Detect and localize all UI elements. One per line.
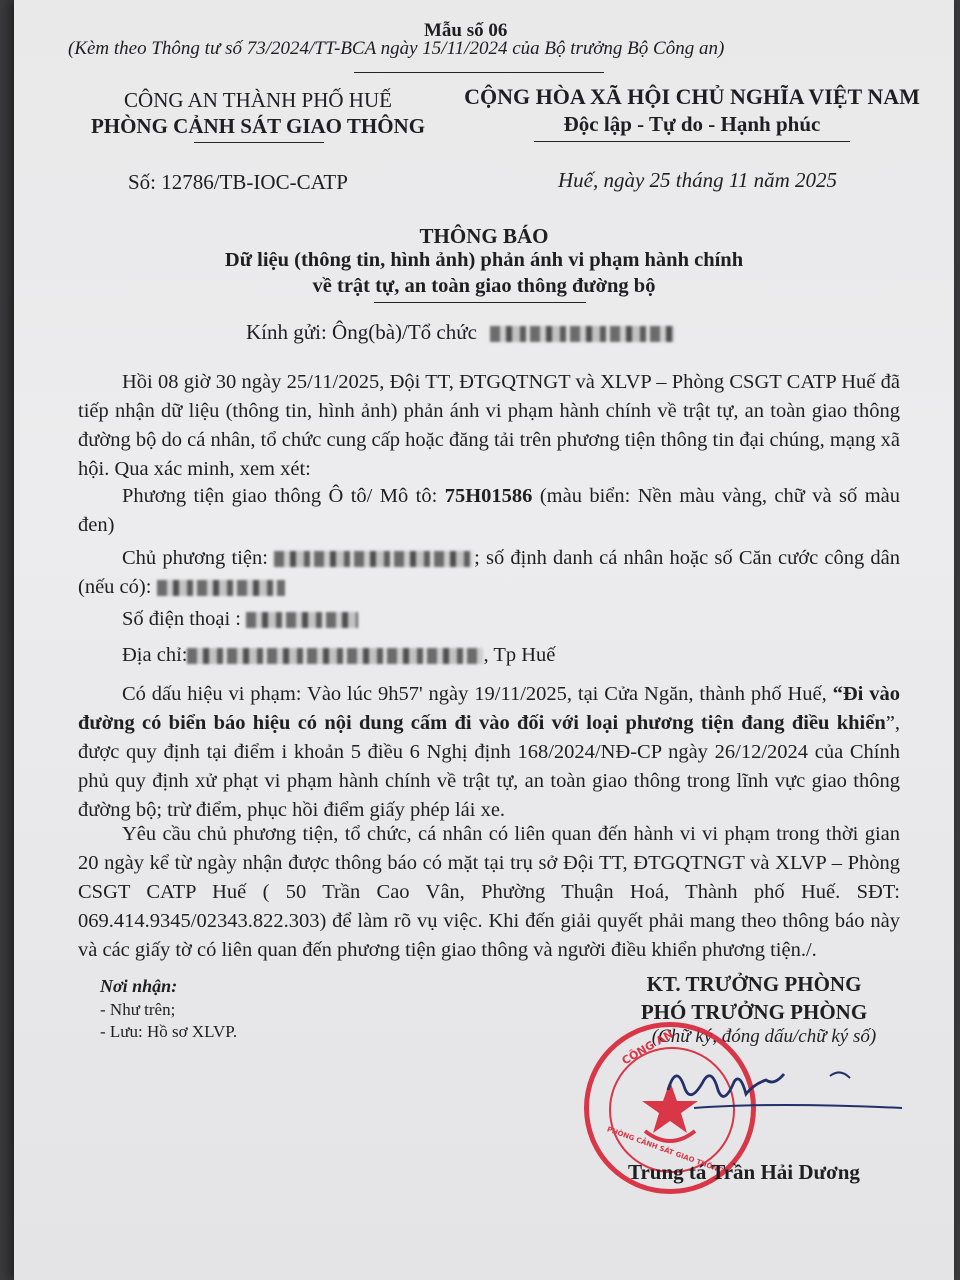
owner-id-label: ; số định danh cá nhân hoặc số Căn cước công dân (nếu có): (78, 547, 900, 598)
form-number: Mẫu số 06 (424, 20, 508, 41)
agency-department: PHÒNG CẢNH SÁT GIAO THÔNG (90, 114, 426, 138)
signer-title-2: PHÓ TRƯỞNG PHÒNG (640, 1000, 868, 1024)
recipient-line (246, 320, 674, 345)
owner-paragraph (78, 544, 900, 602)
redacted-phone (246, 612, 358, 628)
notice-title: THÔNG BÁO (419, 224, 549, 248)
redacted-id-number (157, 580, 285, 596)
address-label: Địa chỉ: (122, 644, 188, 666)
signer-name: Trung tá Trần Hải Dương (628, 1160, 860, 1184)
redacted-recipient (490, 326, 674, 342)
violation-description: “Đi vào đường có biển báo hiệu có nội dung cấm đi vào đối với loại phương tiện đang điều khiển (78, 683, 901, 734)
recipients-item-2: - Lưu: Hồ sơ XLVP. (100, 1022, 238, 1041)
redacted-address (187, 648, 483, 664)
address-city: , Tp Huế (483, 644, 556, 666)
seal-text-bottom: PHÒNG CẢNH SÁT GIAO THÔNG (605, 1125, 725, 1175)
address-line (122, 644, 555, 667)
license-plate: 75H01586 (444, 485, 533, 507)
plate-color: (màu biển: Nền màu vàng, chữ và số màu đen) (78, 485, 900, 536)
violation-paragraph (78, 680, 900, 825)
notice-subtitle-1: Dữ liệu (thông tin, hình ảnh) phản ánh vi phạm hành chính (224, 249, 744, 271)
handwritten-signature (654, 1050, 914, 1130)
phone-label: Số điện thoại : (122, 608, 247, 630)
agency-name: CÔNG AN THÀNH PHỐ HUẾ (124, 88, 392, 112)
form-divider (354, 72, 604, 73)
nation-motto: Độc lập - Tự do - Hạnh phúc (563, 112, 821, 136)
signer-title-1: KT. TRƯỞNG PHÒNG (646, 972, 862, 996)
intro-paragraph: Hồi 08 giờ 30 ngày 25/11/2025, Đội TT, ĐTGQTNGT và XLVP – Phòng CSGT CATP Huế đã tiếp nhận dữ liệu (thông tin, hình ảnh) phản ánh vi phạm hành chính về trật tự, an toàn giao thông đường bộ do cá nhân, tổ chức cung cấp hoặc đăng tải trên phương tiện thông tin đại chúng, mạng xã hội. Qua xác minh, xem xét: (78, 371, 900, 480)
recipients-title: Nơi nhận: (100, 976, 178, 996)
phone-line (122, 608, 358, 631)
nation-name: CỘNG HÒA XÃ HỘI CHỦ NGHĨA VIỆT NAM (464, 84, 920, 109)
motto-underline (534, 141, 850, 142)
redacted-owner-name (274, 551, 474, 567)
vehicle-paragraph (78, 482, 900, 540)
agency-underline (194, 142, 324, 143)
title-underline (374, 302, 586, 303)
owner-label: Chủ phương tiện: (122, 547, 275, 569)
recipient-label: Kính gửi: Ông(bà)/Tổ chức (246, 320, 477, 344)
document-number: Số: 12786/TB-IOC-CATP (128, 170, 348, 194)
vehicle-label: Phương tiện giao thông Ô tô/ Mô tô: (122, 485, 445, 507)
seal-text-top: CÔNG AN (619, 1027, 676, 1068)
place-date: Huế, ngày 25 tháng 11 năm 2025 (558, 168, 837, 192)
violation-legal-basis: ”, được quy định tại điểm i khoản 5 điều 6 Nghị định 168/2024/NĐ-CP ngày 26/12/2024 của Chính phủ quy định xử phạt vi phạm hành chính về trật tự, an toàn giao thông trong lĩnh vực giao thông đường bộ; trừ điểm, phục hồi điểm giấy phép lái xe. (78, 712, 900, 821)
signature-note: (Chữ ký, đóng dấu/chữ ký số) (651, 1026, 877, 1047)
request-paragraph: Yêu cầu chủ phương tiện, tổ chức, cá nhân có liên quan đến hành vi vi phạm trong thời gian 20 ngày kể từ ngày nhận được thông báo có mặt tại trụ sở Đội TT, ĐTGQTNGT và XLVP – Phòng CSGT CATP Huế ( 50 Trần Cao Vân, Phường Thuận Hoá, Thành phố Huế. SĐT: 069.414.9345/02343.822.303) để làm rõ vụ việc. Khi đến giải quyết phải mang theo thông báo này và các giấy tờ có liên quan đến phương tiện giao thông và người điều khiển phương tiện./. (78, 823, 900, 961)
recipients-item-1: - Như trên; (100, 1000, 176, 1019)
notice-subtitle-2: về trật tự, an toàn giao thông đường bộ (312, 275, 656, 297)
violation-lead: Có dấu hiệu vi phạm: Vào lúc 9h57' ngày 19/11/2025, tại Cửa Ngăn, thành phố Huế, (122, 683, 833, 705)
document-page (14, 0, 954, 1280)
form-attached-note: (Kèm theo Thông tư số 73/2024/TT-BCA ngày 15/11/2024 của Bộ trưởng Bộ Công an) (68, 38, 725, 59)
